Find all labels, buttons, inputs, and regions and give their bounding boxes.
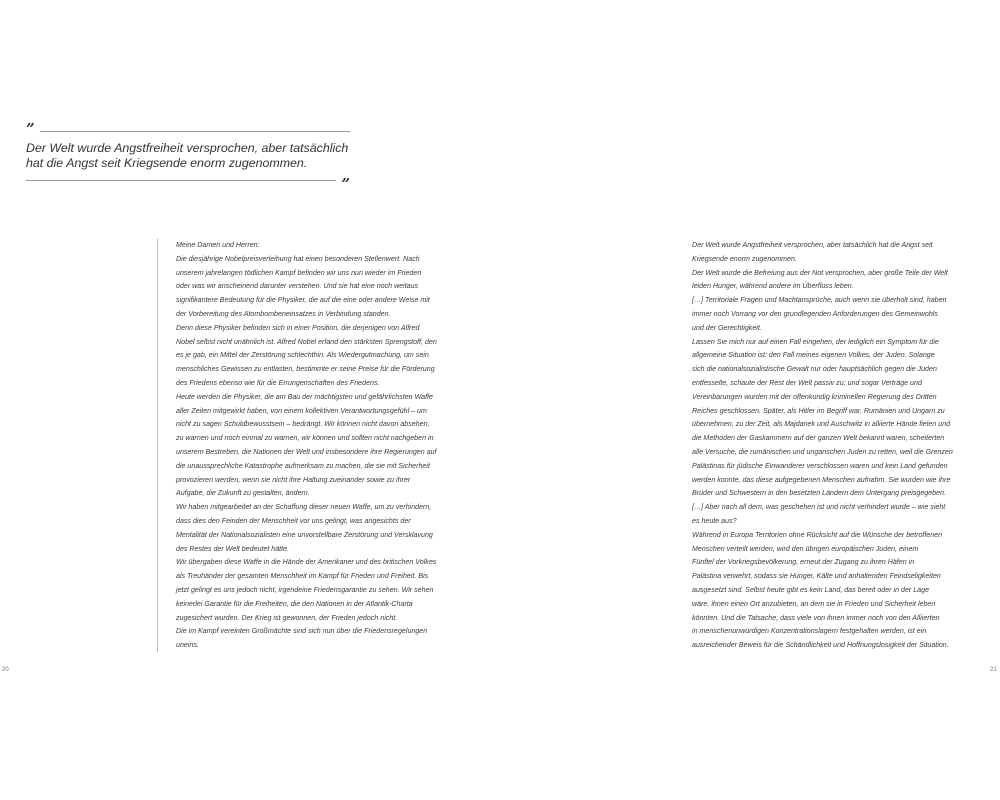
body-text-line: Kriegsende enorm zugenommen.	[692, 254, 797, 263]
body-text-line: allgemeine Situation ist: den Fall meines eigenen Volkes, der Juden. Solange	[692, 351, 935, 360]
body-text-line: signifikantere Bedeutung für die Physiker, die auf die eine oder andere Weise mit	[176, 296, 430, 305]
body-text-line: Die im Kampf vereinten Großmächte sind sich nun über die Friedensregelungen	[176, 627, 428, 636]
body-text-line: der Vorbereitung des Atombombeneinsatzes in Verbindung standen.	[176, 309, 391, 318]
body-text-line: dass dies den Feinden der Menschheit vor uns gelingt, was angesichts der	[176, 516, 411, 525]
body-text-line: nicht zu sagen Schuldbewusstsein – bedrängt. Wir können nicht davon absehen,	[176, 420, 430, 429]
body-text-line: Die diesjährige Nobelpreisverleihung hat einen besonderen Stellenwert. Nach	[176, 254, 420, 263]
right-text-column	[676, 239, 1000, 653]
body-text-line: Der Welt wurde die Befreiung aus der Not versprochen, aber große Teile der Welt	[692, 268, 948, 277]
body-text-line: keinerlei Garantie für die Freiheiten, die den Nationen in der Atlantik-Charta	[176, 599, 413, 608]
quote-bottom-rule	[26, 180, 336, 181]
body-text-line: oder was wir anscheinend darunter verstehen. Und sie hat eine noch weitaus	[176, 282, 419, 291]
body-text-line: Aufgabe, die Zukunft zu gestalten, ändern.	[176, 489, 310, 498]
body-text-line: übernehmen, zu der Zeit, als Majdanek und Auschwitz in alliierte Hände fielen und	[692, 420, 951, 429]
body-text-line: zugesichert wurden. Der Krieg ist gewonnen, der Frieden jedoch nicht.	[176, 613, 398, 622]
body-text-line: Wir haben mitgearbeitet an der Schaffung dieser neuen Waffe, um zu verhindern,	[176, 503, 432, 512]
body-text-line: Palästina verwehrt, sodass sie Hunger, Kälte und anhaltenden Feindseligkeiten	[692, 572, 941, 581]
body-text-line: es je gab, ein Mittel der Zerstörung schlechthin. Als Wiedergutmachung, um sein	[176, 351, 429, 360]
body-text-line: Während in Europa Territorien ohne Rücksicht auf die Wünsche der betroffenen	[692, 530, 943, 539]
body-text-line: Denn diese Physiker befinden sich in einer Position, die derjenigen von Alfred	[176, 323, 420, 332]
body-text-line: Brüder und Schwestern in den besetzten Ländern dem Untergang preisgegeben.	[692, 489, 946, 498]
body-text-line: die Methoden der Gaskammern auf der ganzen Welt bekannt waren, scheiterten	[692, 434, 945, 443]
body-text-line: könnten. Und die Tatsache, dass viele von ihnen immer noch von den Alliierten	[692, 613, 940, 622]
body-text-line: aller Zeiten mitgewirkt haben, von einem kollektiven Verantwortungsgefühl – um	[176, 406, 427, 415]
body-text-line: alle Versuche, die rumänischen und ungarischen Juden zu retten, weil die Grenzen	[692, 447, 953, 456]
body-text-line: provozieren werden, wenn sie nicht ihre Haltung zueinander sowie zu ihrer	[176, 475, 411, 484]
body-text-line: ausreichender Beweis für die Schändlichkeit und Hoffnungslosigkeit der Situation.	[692, 641, 949, 650]
body-text-line: Fünftel der Vorkriegsbevölkerung, erneut der Zugang zu ihren Häfen in	[692, 558, 915, 567]
body-text-line: […] Territoriale Fragen und Machtansprüche, auch wenn sie überholt sind, haben	[692, 296, 947, 305]
body-text-line: ausgesetzt sind. Selbst heute gibt es kein Land, das bereit oder in der Lage	[692, 585, 930, 594]
left-text-column	[157, 239, 496, 652]
body-text-line: in menschenunwürdigen Konzentrationslagern festgehalten werden, ist ein	[692, 627, 927, 636]
body-text-line: immer noch Vorrang vor den grundlegenden Anforderungen des Gemeinwohls	[692, 309, 938, 318]
body-text-line: Mentalität der Nationalsozialisten eine unvorstellbare Zerstörung und Versklavung	[176, 530, 433, 539]
body-text-line: menschliches Gewissen zu entlasten, bestimmte er seine Preise für die Förderung	[176, 365, 435, 374]
pull-quote-line: hat die Angst seit Kriegsende enorm zugenommen.	[26, 156, 308, 170]
body-text-line: und der Gerechtigkeit.	[692, 323, 762, 332]
body-text-line: wäre, ihnen einen Ort anzubieten, an dem sie in Frieden und Sicherheit leben	[692, 599, 936, 608]
body-text-line: leiden Hunger, während andere im Überfluss leben.	[692, 282, 854, 291]
body-text-line: Meine Damen und Herren:	[176, 241, 260, 249]
body-text-line: Menschen verteilt werden, wird den übrigen europäischen Juden, einem	[692, 544, 919, 553]
page-number-right: 21	[990, 667, 997, 673]
body-text-line: unserem Bestreben, die Nationen der Welt und insbesondere ihre Regierungen auf	[176, 447, 437, 456]
body-text-line: […] Aber nach all dem, was geschehen ist und nicht verhindert wurde – wie sieht	[692, 503, 946, 512]
body-text-line: Lassen Sie mich nur auf einen Fall eingehen, der lediglich ein Symptom für die	[692, 337, 939, 346]
body-text-line: des Restes der Welt bedeutet hätte.	[176, 544, 290, 553]
body-text-line: Reiches geschlossen. Später, als Hitler im Begriff war, Rumänien und Ungarn zu	[692, 406, 945, 415]
body-text-line: Nobel selbst nicht unähnlich ist. Alfred Nobel erfand den stärksten Sprengstoff, den	[176, 337, 437, 346]
body-text-line: Vereinbarungen wurden mit der offenkundig kriminellen Regierung des Dritten	[692, 392, 937, 401]
body-text-line: es heute aus?	[692, 516, 737, 525]
body-text-line: Heute werden die Physiker, die am Bau der mächtigsten und gefährlichsten Waffe	[176, 392, 433, 401]
body-text-line: Der Welt wurde Angstfreiheit versprochen, aber tatsächlich hat die Angst seit	[692, 241, 933, 249]
body-text-line: uneins.	[176, 641, 199, 650]
body-text-line: Wir übergaben diese Waffe in die Hände der Amerikaner und des britischen Volkes	[176, 558, 437, 567]
body-text-line: unserem jahrelangen tödlichen Kampf befinden wir uns nun wieder im Frieden	[176, 268, 422, 277]
pull-quote-text	[26, 141, 356, 171]
close-quote-mark: ”	[341, 175, 350, 193]
body-text-line: Palästinas für jüdische Einwanderer verschlossen waren und kein Land gefunden	[692, 461, 948, 470]
body-text-line: als Treuhänder der gesamten Menschheit im Kampf für Frieden und Freiheit. Bis	[176, 572, 429, 581]
body-text-line: sich die nationalsozialistische Gewalt nur oder hauptsächlich gegen die Juden	[692, 365, 937, 374]
pull-quote-line: Der Welt wurde Angstfreiheit versprochen, aber tatsächlich	[26, 141, 349, 155]
page-number-left: 20	[2, 667, 9, 673]
body-text-line: die unaussprechliche Katastrophe aufmerksam zu machen, die sie mit Sicherheit	[176, 461, 430, 470]
body-text-line: zu warnen und noch einmal zu warnen, wir können und sollten nicht nachgeben in	[176, 434, 434, 443]
open-quote-mark: ”	[26, 120, 35, 138]
quote-top-rule	[40, 131, 350, 132]
body-text-line: werden konnte, das diese aufgegebenen Menschen aufnahm. Sie wurden wie ihre	[692, 475, 951, 484]
body-text-line: jetzt gelingt es uns jedoch nicht, irgendeine Friedensgarantie zu sehen. Wir sehen	[176, 585, 434, 594]
body-text-line: des Friedens ebenso wie für die Errungenschaften des Friedens.	[176, 378, 380, 387]
body-text-line: entfesselte, schaute der Rest der Welt passiv zu; und sogar Verträge und	[692, 378, 922, 387]
